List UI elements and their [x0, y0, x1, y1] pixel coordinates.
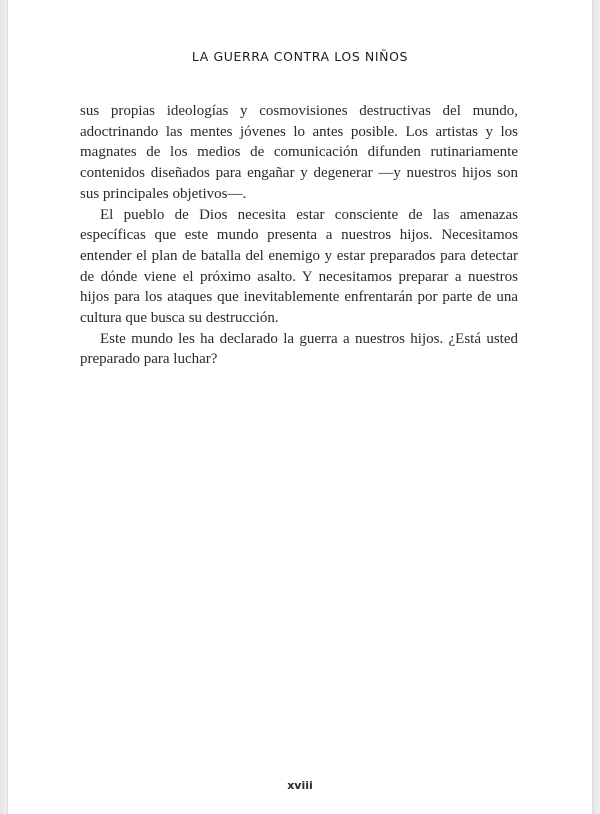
- page-frame-right: [592, 0, 600, 814]
- paragraph-3: Este mundo les ha declarado la guerra a nuestros hijos. ¿Está usted preparado para luchar?: [80, 330, 518, 368]
- page-frame-left: [0, 0, 8, 814]
- body-text: [80, 101, 518, 370]
- paragraph-1: sus propias ideologías y cosmovisiones destructivas del mundo, adoctrinando las mentes jóvenes lo antes posible. Los artistas y los magnates de los medios de comunicación difunden rutinariamente contenidos diseñados para engañar y degenerar —y nuestros hijos son sus principales objetivos—.: [80, 103, 518, 202]
- page-number: xviii: [287, 779, 313, 792]
- book-page: [8, 0, 592, 814]
- running-head: LA GUERRA CONTRA LOS NIÑOS: [191, 49, 409, 64]
- paragraph-2: El pueblo de Dios necesita estar consciente de las amenazas específicas que este mundo presenta a nuestros hijos. Necesitamos entender el plan de batalla del enemigo y estar preparados para detectar de dónde viene el próximo asalto. Y necesitamos preparar a nuestros hijos para los ataques que inevitablemente enfrentarán por parte de una cultura que busca su destrucción.: [80, 206, 518, 327]
